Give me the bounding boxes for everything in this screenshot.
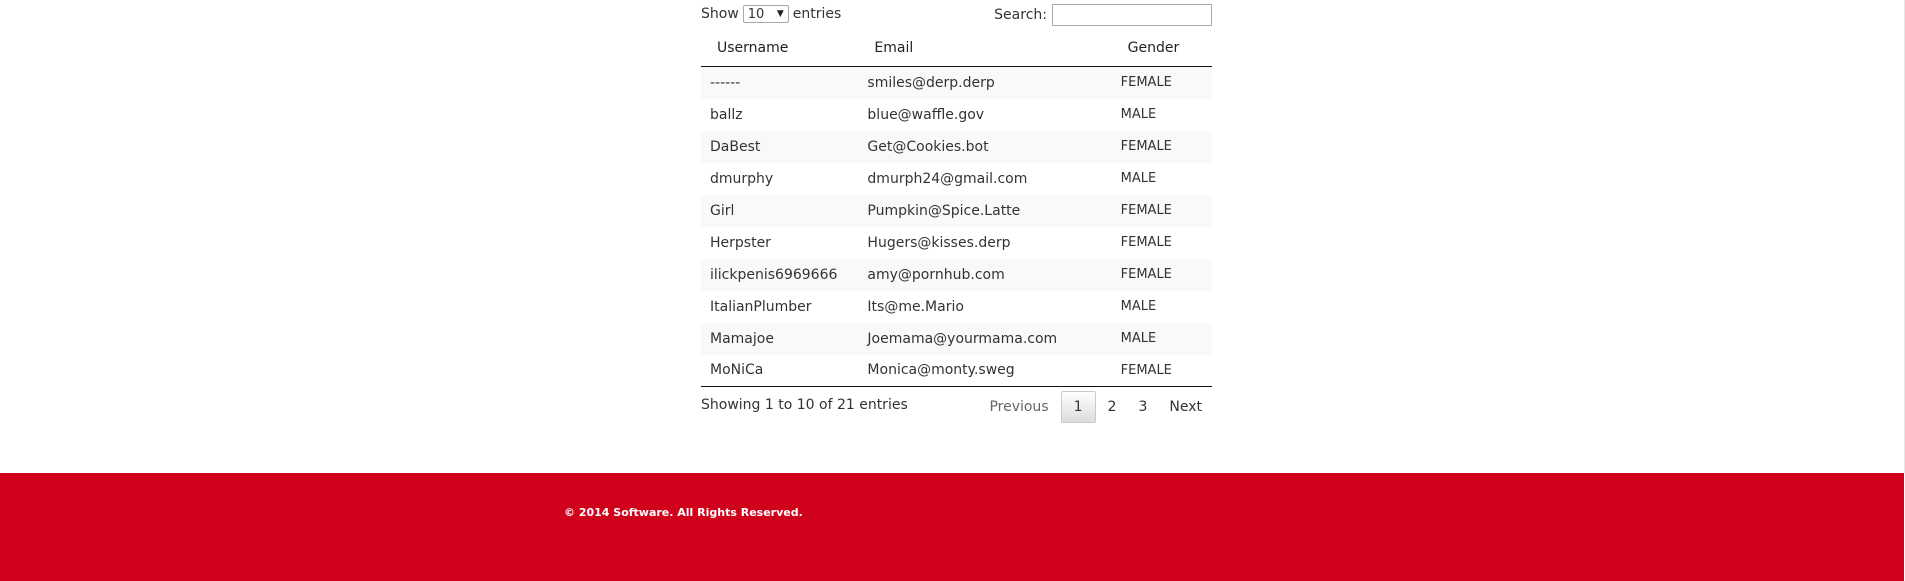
table-row: [701, 291, 1212, 323]
cell-username: ------: [710, 74, 741, 91]
table-row: [701, 323, 1212, 355]
cell-gender: FEMALE: [1120, 235, 1172, 250]
next-page-button[interactable]: Next: [1169, 399, 1202, 415]
cell-gender: MALE: [1120, 331, 1157, 346]
cell-email: Hugers@kisses.derp: [867, 234, 1011, 251]
search-control: [994, 4, 1212, 26]
previous-page-button[interactable]: Previous: [989, 399, 1049, 415]
cell-gender: MALE: [1120, 171, 1157, 186]
cell-username: Girl: [710, 202, 735, 219]
cell-username: MoNiCa: [701, 355, 858, 387]
table-header-row: [701, 34, 1212, 67]
cell-gender: MALE: [1120, 299, 1157, 314]
cell-email: dmurph24@gmail.com: [867, 170, 1028, 187]
search-label: Search:: [994, 7, 1047, 23]
site-footer: [0, 473, 1904, 581]
pagination: [977, 391, 1212, 423]
page-3-button[interactable]: 3: [1138, 399, 1148, 415]
cell-gender: FEMALE: [1112, 355, 1212, 387]
cell-username: Herpster: [710, 234, 771, 251]
page-1-button[interactable]: 1: [1061, 391, 1096, 423]
entries-label: entries: [792, 6, 842, 22]
table-body: [701, 67, 1212, 387]
cell-username: Mamajoe: [710, 330, 774, 347]
cell-gender: FEMALE: [1120, 203, 1172, 218]
cell-gender: MALE: [1120, 107, 1157, 122]
cell-username: ilickpenis6969666: [710, 266, 838, 283]
cell-email: smiles@derp.derp: [867, 74, 995, 91]
table-row: [701, 227, 1212, 259]
entries-length-control: [701, 5, 841, 23]
page-2-button[interactable]: 2: [1107, 399, 1117, 415]
cell-email: blue@waffle.gov: [867, 106, 985, 123]
column-header-username[interactable]: Username: [701, 34, 858, 67]
cell-username: dmurphy: [710, 170, 774, 187]
entries-select-value: 10: [747, 6, 765, 22]
search-input[interactable]: [1052, 4, 1212, 26]
table-row: [701, 259, 1212, 291]
table-info: Showing 1 to 10 of 21 entries: [701, 397, 908, 413]
cell-email: Pumpkin@Spice.Latte: [867, 202, 1021, 219]
cell-username: ItalianPlumber: [710, 298, 812, 315]
chevron-down-icon: ▼: [776, 9, 784, 19]
table-row: [701, 67, 1212, 99]
cell-email: Joemama@yourmama.com: [867, 330, 1058, 347]
table-header: [701, 34, 1212, 67]
table-controls-bottom: [701, 387, 1212, 427]
cell-gender: FEMALE: [1120, 139, 1172, 154]
cell-email: Get@Cookies.bot: [867, 138, 989, 155]
column-header-email[interactable]: Email: [858, 34, 1111, 67]
cell-gender: FEMALE: [1120, 75, 1172, 91]
cell-email: amy@pornhub.com: [867, 266, 1005, 283]
users-table-wrapper: [701, 0, 1212, 427]
cell-email: Monica@monty.sweg: [858, 355, 1111, 387]
cell-gender: FEMALE: [1120, 267, 1172, 282]
users-table: [701, 34, 1212, 387]
column-header-gender[interactable]: Gender: [1112, 34, 1212, 67]
table-row: [701, 163, 1212, 195]
table-controls-top: [701, 0, 1212, 30]
cell-username: DaBest: [710, 138, 761, 155]
cell-username: ballz: [710, 106, 743, 123]
table-row: [701, 355, 1212, 387]
show-label: Show: [701, 6, 739, 22]
cell-email: Its@me.Mario: [867, 298, 964, 315]
entries-select[interactable]: [743, 5, 789, 23]
table-row: [701, 99, 1212, 131]
footer-copyright: © 2014 Software. All Rights Reserved.: [564, 506, 803, 519]
table-row: [701, 131, 1212, 163]
table-row: [701, 195, 1212, 227]
